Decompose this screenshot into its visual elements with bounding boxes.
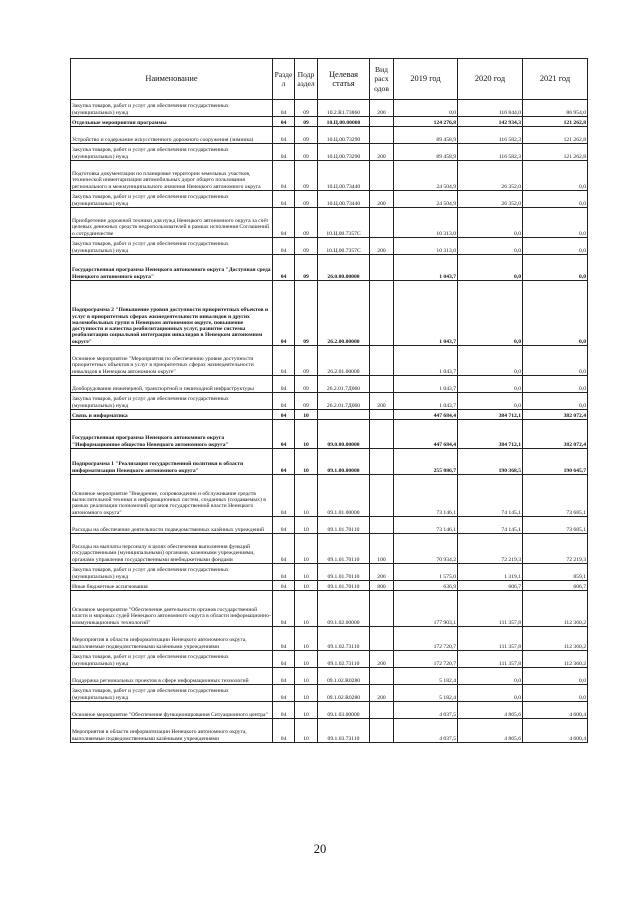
cell-2021: 121 262,8	[523, 144, 588, 161]
cell-target-article: 09.1.01.70110	[318, 517, 370, 534]
cell-expense-type: 200	[370, 393, 394, 410]
cell-target-article: 10.Ц.00.00000	[318, 117, 370, 127]
cell-target-article: 10.Ц.00.7357С	[318, 238, 370, 255]
cell-2020: 26 352,0	[458, 191, 523, 208]
cell-2019: 5 182,4	[394, 668, 458, 685]
cell-2020: 4 865,6	[458, 702, 523, 719]
cell-2021: 859,1	[523, 564, 588, 581]
cell-2020: 190 368,5	[458, 449, 523, 475]
cell-2020: 0,0	[458, 376, 523, 393]
cell-target-article: 09.1.01.70110	[318, 564, 370, 581]
cell-subsection: 09	[295, 161, 318, 191]
cell-2019: 73 146,1	[394, 517, 458, 534]
cell-subsection: 10	[295, 420, 318, 449]
cell-name: Основное мероприятие "Внедрение, сопровождение и обслуживание средств вычислительной техники и информационных систем, созданных (создаваемых) в рамках реализации полномочий органов государственной власти Ненецкого автономного округа"	[71, 475, 273, 517]
cell-name: Основное мероприятие "Обеспечение деятельности органов государственной власти и мировых судей Ненецкого автономного округа в области информационно-коммуникационных технологий"	[71, 591, 273, 627]
header-2020: 2020 год	[458, 59, 523, 100]
cell-name: Отдельные мероприятия программы	[71, 117, 273, 127]
cell-target-article: 10.Ц.00.73440	[318, 191, 370, 208]
cell-name: Подпрограмма 1 "Реализация государственной политики в области информатизации Ненецкого автономного округа"	[71, 449, 273, 475]
cell-2020: 116 582,3	[458, 144, 523, 161]
cell-section: 04	[273, 517, 295, 534]
cell-section: 04	[273, 161, 295, 191]
cell-2020: 74 145,1	[458, 475, 523, 517]
cell-section: 04	[273, 564, 295, 581]
cell-2019: 89 458,9	[394, 127, 458, 144]
cell-name: Основное мероприятие "Мероприятия по обеспечению уровня доступности приоритетных объектов и услуг в приоритетных сферах жизнедеятельности инвалидов в Ненецком автономном округе"	[71, 346, 273, 376]
cell-2019: 73 146,1	[394, 475, 458, 517]
cell-section: 04	[273, 410, 295, 420]
table-header-row	[71, 59, 588, 100]
cell-2019: 1 043,7	[394, 281, 458, 346]
table-row	[71, 191, 588, 208]
cell-2020: 0,0	[458, 281, 523, 346]
cell-2021: 112 360,2	[523, 591, 588, 627]
cell-expense-type	[370, 475, 394, 517]
cell-2021: 382 072,4	[523, 420, 588, 449]
cell-2021: 0,0	[523, 208, 588, 238]
cell-2019: 172 720,7	[394, 627, 458, 651]
cell-2019: 447 684,4	[394, 410, 458, 420]
cell-name: Закупка товаров, работ и услуг для обеспечения государственных (муниципальных) нужд	[71, 100, 273, 117]
cell-2021: 112 360,2	[523, 651, 588, 668]
table-row	[71, 346, 588, 376]
table-row	[71, 591, 588, 627]
cell-target-article: 10.Ц.00.73290	[318, 144, 370, 161]
table-row	[71, 564, 588, 581]
cell-2021: 121 262,8	[523, 117, 588, 127]
cell-2021: 112 360,2	[523, 627, 588, 651]
cell-expense-type	[370, 117, 394, 127]
cell-2019: 10 313,0	[394, 238, 458, 255]
cell-target-article: 09.1.01.70110	[318, 534, 370, 564]
cell-name: Закупка товаров, работ и услуг для обеспечения государственных (муниципальных) нужд	[71, 393, 273, 410]
cell-name: Подготовка документации по планировке территории земельных участков, технической инвентаризации автомобильных дорог общего пользования регионального и межмуниципального значения Ненецкого автономного округа	[71, 161, 273, 191]
cell-section: 04	[273, 208, 295, 238]
cell-2020: 0,0	[458, 346, 523, 376]
cell-expense-type	[370, 127, 394, 144]
cell-expense-type	[370, 420, 394, 449]
cell-2019: 636,9	[394, 581, 458, 591]
cell-2019: 124 276,8	[394, 117, 458, 127]
cell-target-article: 09.1.02.R0280	[318, 668, 370, 685]
cell-name: Государственная программа Ненецкого автономного округа "Доступная среда Ненецкого автономного округа"	[71, 255, 273, 281]
header-target-article: Целевая статья	[318, 59, 370, 100]
cell-expense-type	[370, 376, 394, 393]
cell-subsection: 09	[295, 100, 318, 117]
table-row	[71, 719, 588, 743]
cell-2020: 111 357,8	[458, 651, 523, 668]
cell-2019: 1 043,7	[394, 346, 458, 376]
cell-2021: 190 645,7	[523, 449, 588, 475]
cell-target-article: 09.1.01.00000	[318, 475, 370, 517]
cell-2019: 255 086,7	[394, 449, 458, 475]
table-row	[71, 281, 588, 346]
cell-2019: 4 037,5	[394, 702, 458, 719]
table-row	[71, 255, 588, 281]
cell-expense-type: 200	[370, 100, 394, 117]
cell-name: Расходы на обеспечение деятельности подведомственных казённых учреждений	[71, 517, 273, 534]
table-row	[71, 627, 588, 651]
cell-section: 04	[273, 281, 295, 346]
cell-section: 04	[273, 534, 295, 564]
cell-subsection: 09	[295, 376, 318, 393]
cell-subsection: 10	[295, 651, 318, 668]
cell-2019: 89 458,9	[394, 144, 458, 161]
cell-section: 04	[273, 719, 295, 743]
cell-2019: 10 313,0	[394, 208, 458, 238]
cell-subsection: 10	[295, 627, 318, 651]
cell-name: Мероприятия в области информатизации Ненецкого автономного округа, выполняемые подведомственными казёнными учреждениями	[71, 719, 273, 743]
cell-subsection: 09	[295, 393, 318, 410]
cell-section: 04	[273, 651, 295, 668]
cell-expense-type	[370, 719, 394, 743]
cell-target-article: 26.0.00.00000	[318, 255, 370, 281]
table-row	[71, 161, 588, 191]
cell-section: 04	[273, 191, 295, 208]
cell-name: Приобретение дорожной техники для нужд Ненецкого автономного округа за счёт целевых денежных средств недропользователей в рамках исполнения Соглашений о сотрудничестве	[71, 208, 273, 238]
cell-expense-type	[370, 702, 394, 719]
table-row	[71, 238, 588, 255]
cell-subsection: 10	[295, 534, 318, 564]
cell-target-article: 10.Ц.00.7357С	[318, 208, 370, 238]
cell-2020: 72 219,3	[458, 534, 523, 564]
cell-2020: 142 934,3	[458, 117, 523, 127]
cell-2020: 384 712,1	[458, 420, 523, 449]
cell-expense-type: 200	[370, 144, 394, 161]
cell-section: 04	[273, 702, 295, 719]
cell-name: Закупка товаров, работ и услуг для обеспечения государственных (муниципальных) нужд	[71, 144, 273, 161]
cell-target-article: 09.1.02.73110	[318, 627, 370, 651]
header-name: Наименование	[71, 59, 273, 100]
cell-2019: 4 037,5	[394, 719, 458, 743]
table-row	[71, 376, 588, 393]
cell-subsection: 10	[295, 668, 318, 685]
cell-expense-type	[370, 208, 394, 238]
cell-name: Дооборудование инженерной, транспортной и пешеходной инфраструктуры	[71, 376, 273, 393]
page-number: 20	[313, 842, 327, 856]
cell-2021: 0,0	[523, 685, 588, 702]
cell-section: 04	[273, 255, 295, 281]
cell-expense-type	[370, 410, 394, 420]
cell-2020: 0,0	[458, 255, 523, 281]
cell-section: 04	[273, 581, 295, 591]
header-2021: 2021 год	[523, 59, 588, 100]
cell-2021: 0,0	[523, 376, 588, 393]
cell-subsection: 09	[295, 208, 318, 238]
cell-2021: 0,0	[523, 161, 588, 191]
cell-subsection: 09	[295, 281, 318, 346]
cell-section: 04	[273, 393, 295, 410]
cell-subsection: 10	[295, 591, 318, 627]
cell-subsection: 09	[295, 191, 318, 208]
cell-subsection: 10	[295, 702, 318, 719]
cell-2020: 116 582,3	[458, 127, 523, 144]
cell-subsection: 10	[295, 410, 318, 420]
cell-expense-type	[370, 346, 394, 376]
cell-2021: 86 954,0	[523, 100, 588, 117]
header-expense-type: Вид расх одов	[370, 59, 394, 100]
cell-2019: 1 043,7	[394, 255, 458, 281]
cell-target-article: 26.2.01.7Д060	[318, 376, 370, 393]
cell-target-article: 10.2.R1.73860	[318, 100, 370, 117]
cell-2019: 177 903,1	[394, 591, 458, 627]
cell-2019: 172 720,7	[394, 651, 458, 668]
cell-2021: 0,0	[523, 393, 588, 410]
cell-subsection: 09	[295, 255, 318, 281]
cell-target-article: 26.2.00.00000	[318, 281, 370, 346]
table-row	[71, 393, 588, 410]
cell-name: Закупка товаров, работ и услуг для обеспечения государственных (муниципальных) нужд	[71, 191, 273, 208]
cell-section: 04	[273, 100, 295, 117]
cell-target-article: 09.1.02.R0280	[318, 685, 370, 702]
cell-expense-type: 800	[370, 581, 394, 591]
cell-2021: 4 600,4	[523, 702, 588, 719]
cell-2021: 0,0	[523, 346, 588, 376]
cell-name: Основное мероприятие "Обеспечение функционирования Ситуационного центра"	[71, 702, 273, 719]
cell-name: Подпрограмма 2 "Повышение уровня доступности приоритетных объектов и услуг в приоритетных сферах жизнедеятельности инвалидов и других маломобильных групп в Ненецком автономном округе, повышение доступности и качества реабилитационных услуг, развитие системы реабилитации социальной интеграции инвалидов в Ненецком автономном округе"	[71, 281, 273, 346]
cell-2019: 24 504,9	[394, 191, 458, 208]
table-row	[71, 100, 588, 117]
cell-2020: 111 357,8	[458, 627, 523, 651]
cell-expense-type	[370, 255, 394, 281]
cell-target-article: 09.0.00.00000	[318, 420, 370, 449]
table-row	[71, 127, 588, 144]
cell-target-article: 09.1.01.70110	[318, 581, 370, 591]
table-row	[71, 410, 588, 420]
cell-2021: 73 685,1	[523, 475, 588, 517]
cell-2021: 121 262,8	[523, 127, 588, 144]
cell-subsection: 10	[295, 475, 318, 517]
cell-2021: 0,0	[523, 191, 588, 208]
cell-name: Связь и информатика	[71, 410, 273, 420]
budget-table	[70, 58, 588, 743]
table-body	[71, 100, 588, 743]
cell-target-article: 09.1.03.00000	[318, 702, 370, 719]
cell-2019: 447 684,4	[394, 420, 458, 449]
cell-subsection: 10	[295, 564, 318, 581]
cell-expense-type: 200	[370, 191, 394, 208]
cell-name: Государственная программа Ненецкого автономного округа "Информационное общество Ненецкого автономного округа"	[71, 420, 273, 449]
table-row	[71, 517, 588, 534]
cell-subsection: 10	[295, 581, 318, 591]
cell-2020: 0,0	[458, 668, 523, 685]
cell-2020: 606,7	[458, 581, 523, 591]
cell-target-article: 10.Ц.00.73440	[318, 161, 370, 191]
cell-2021: 4 600,4	[523, 719, 588, 743]
cell-2021: 0,0	[523, 238, 588, 255]
cell-2019: 24 504,9	[394, 161, 458, 191]
cell-2020: 384 712,1	[458, 410, 523, 420]
cell-2020: 0,0	[458, 685, 523, 702]
cell-2020: 4 865,6	[458, 719, 523, 743]
cell-2019: 1 043,7	[394, 376, 458, 393]
cell-2021: 382 072,4	[523, 410, 588, 420]
cell-2020: 0,0	[458, 393, 523, 410]
cell-section: 04	[273, 685, 295, 702]
cell-2021: 0,0	[523, 668, 588, 685]
cell-expense-type	[370, 517, 394, 534]
cell-target-article: 10.Ц.00.73290	[318, 127, 370, 144]
cell-2020: 111 357,8	[458, 591, 523, 627]
cell-2019: 70 934,2	[394, 534, 458, 564]
cell-section: 04	[273, 376, 295, 393]
cell-2021: 0,0	[523, 281, 588, 346]
cell-2020: 1 319,1	[458, 564, 523, 581]
cell-name: Иные бюджетные ассигнования	[71, 581, 273, 591]
cell-section: 04	[273, 127, 295, 144]
cell-section: 04	[273, 475, 295, 517]
cell-subsection: 10	[295, 685, 318, 702]
cell-section: 04	[273, 117, 295, 127]
header-2019: 2019 год	[394, 59, 458, 100]
cell-expense-type	[370, 668, 394, 685]
table-row	[71, 702, 588, 719]
cell-expense-type: 100	[370, 534, 394, 564]
cell-2021: 0,0	[523, 255, 588, 281]
cell-expense-type	[370, 627, 394, 651]
cell-subsection: 09	[295, 238, 318, 255]
cell-expense-type: 200	[370, 685, 394, 702]
cell-2019: 1 575,0	[394, 564, 458, 581]
table-row	[71, 420, 588, 449]
cell-subsection: 09	[295, 127, 318, 144]
cell-name: Мероприятия в области информатизации Ненецкого автономного округа, выполняемые подведомственными казёнными учреждениями	[71, 627, 273, 651]
cell-2019: 0,0	[394, 100, 458, 117]
cell-2020: 0,0	[458, 238, 523, 255]
table-row	[71, 668, 588, 685]
table-row	[71, 581, 588, 591]
cell-expense-type	[370, 281, 394, 346]
cell-section: 04	[273, 238, 295, 255]
cell-2021: 72 219,3	[523, 534, 588, 564]
cell-2019: 1 043,7	[394, 393, 458, 410]
table-row	[71, 449, 588, 475]
cell-2020: 26 352,0	[458, 161, 523, 191]
cell-name: Поддержка региональных проектов в сфере информационных технологий	[71, 668, 273, 685]
cell-expense-type: 200	[370, 651, 394, 668]
cell-section: 04	[273, 144, 295, 161]
cell-2020: 74 145,1	[458, 517, 523, 534]
cell-name: Расходы на выплаты персоналу в целях обеспечения выполнения функций государственными (муниципальными) органами, казенными учреждениями, органами управления государственными внебюджетными фондами	[71, 534, 273, 564]
cell-section: 04	[273, 449, 295, 475]
cell-subsection: 10	[295, 719, 318, 743]
cell-expense-type	[370, 591, 394, 627]
cell-subsection: 10	[295, 517, 318, 534]
cell-expense-type: 200	[370, 238, 394, 255]
cell-target-article: 09.1.03.73110	[318, 719, 370, 743]
cell-expense-type	[370, 161, 394, 191]
table-row	[71, 117, 588, 127]
cell-section: 04	[273, 591, 295, 627]
cell-section: 04	[273, 627, 295, 651]
cell-target-article: 09.1.02.73110	[318, 651, 370, 668]
table-row	[71, 685, 588, 702]
header-subsection: Подр аздел	[295, 59, 318, 100]
table-row	[71, 208, 588, 238]
cell-target-article: 09.1.02.00000	[318, 591, 370, 627]
cell-2021: 606,7	[523, 581, 588, 591]
cell-name: Закупка товаров, работ и услуг для обеспечения государственных (муниципальных) нужд	[71, 238, 273, 255]
cell-2021: 73 685,1	[523, 517, 588, 534]
cell-target-article: 09.1.00.00000	[318, 449, 370, 475]
header-section: Разде л	[273, 59, 295, 100]
cell-target-article: 26.2.01.00000	[318, 346, 370, 376]
cell-subsection: 09	[295, 144, 318, 161]
cell-expense-type: 200	[370, 564, 394, 581]
cell-subsection: 09	[295, 117, 318, 127]
table-row	[71, 534, 588, 564]
table-row	[71, 651, 588, 668]
cell-expense-type	[370, 449, 394, 475]
cell-section: 04	[273, 420, 295, 449]
cell-target-article: 26.2.01.7Д060	[318, 393, 370, 410]
cell-name: Закупка товаров, работ и услуг для обеспечения государственных (муниципальных) нужд	[71, 685, 273, 702]
cell-2020: 0,0	[458, 208, 523, 238]
cell-subsection: 10	[295, 449, 318, 475]
cell-name: Устройство и содержание искусственного дорожного сооружения (зимника)	[71, 127, 273, 144]
cell-subsection: 09	[295, 346, 318, 376]
table-row	[71, 144, 588, 161]
cell-name: Закупка товаров, работ и услуг для обеспечения государственных (муниципальных) нужд	[71, 651, 273, 668]
cell-section: 04	[273, 668, 295, 685]
cell-2019: 5 182,4	[394, 685, 458, 702]
cell-2020: 116 844,0	[458, 100, 523, 117]
cell-section: 04	[273, 346, 295, 376]
table-row	[71, 475, 588, 517]
cell-name: Закупка товаров, работ и услуг для обеспечения государственных (муниципальных) нужд	[71, 564, 273, 581]
cell-target-article	[318, 410, 370, 420]
